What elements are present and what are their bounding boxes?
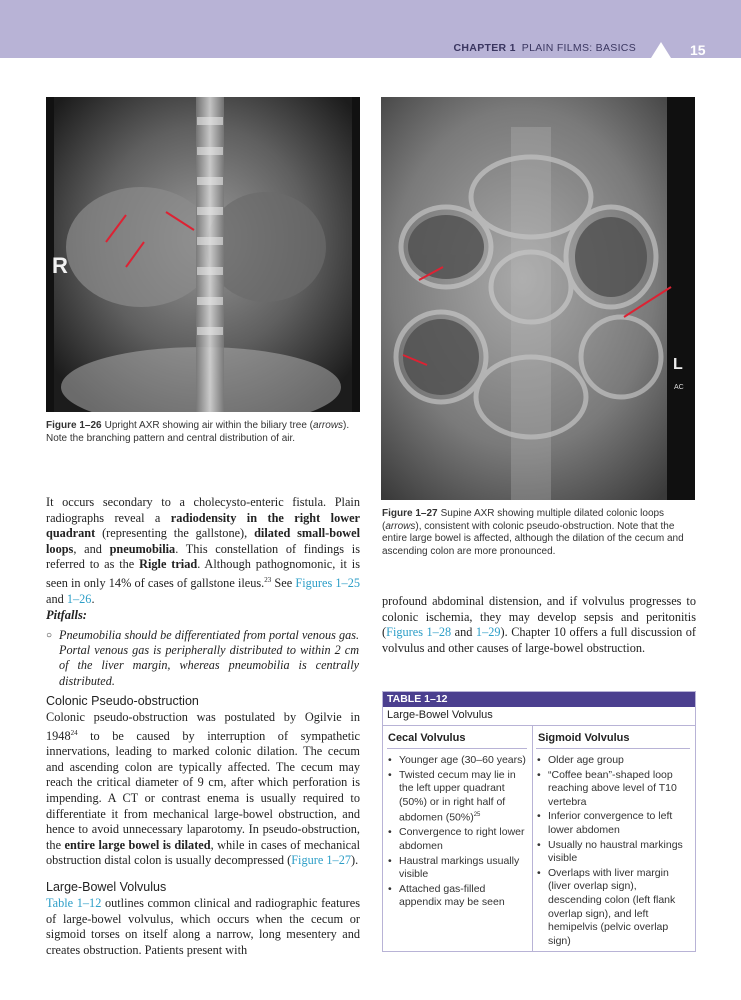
body-text: to be caused by interruption of sympathetic innervations, leading to marked colonic dilation. The cecum and ascending colon are typically affected. The cecum may reach the critical diameter of 9 cm, after which perforation is impending. A CT or contrast enema is usually required to differentiate it from mechanical large-bowel obstruction, and hence to avoid unnecessary laparotomy. In pseudo-obstruction, the (46, 728, 360, 852)
table-divider (383, 725, 695, 726)
list-item: • Attached gas-filled appendix may be seen (387, 883, 529, 910)
list-item: • Younger age (30–60 years) (387, 754, 529, 768)
figure-1-27-label: Figure 1–27 (382, 508, 438, 519)
body-text: ). (351, 853, 359, 868)
figure-1-27-marker-small: AC (674, 384, 684, 391)
gallstone-ileus-paragraph (46, 495, 360, 607)
body-text: Colonic pseudo-obstruction was postulated by Ogilvie in 1948 (46, 710, 360, 743)
figure-1-27-image (381, 97, 695, 500)
body-text: (representing the gallstone), (95, 526, 255, 541)
figure-link[interactable]: Figures 1–28 (386, 625, 452, 640)
continuation-paragraph (382, 594, 696, 656)
body-text: ). Chapter 10 offers a full discussion of volvulus and other causes of large-bowel obstruction. (382, 625, 697, 655)
body-text: and (46, 591, 67, 606)
body-text: , and (73, 541, 110, 556)
body-text: It occurs secondary to a cholecysto-enteric fistula. Plain radiographs reveal a (46, 495, 360, 525)
bold-term: dilated small-bowel loops (46, 526, 360, 556)
figure-link[interactable]: 1–29 (475, 625, 501, 640)
body-text: profound abdominal distension, and if volvulus progresses to colonic ischemia, they may develop sepsis and peritonitis ( (382, 594, 696, 640)
header-triangle (651, 42, 671, 58)
citation: 25 (473, 812, 481, 819)
colonic-heading: Colonic Pseudo-obstruction (46, 694, 199, 708)
table-header-cecal: Cecal Volvulus (388, 732, 466, 744)
table-header-sigmoid: Sigmoid Volvulus (538, 732, 630, 744)
table-number: TABLE 1–12 (383, 692, 695, 707)
figure-1-27-marker: L (673, 356, 683, 373)
list-item: • Convergence to right lower abdomen (387, 826, 529, 853)
table-link[interactable]: Table 1–12 (46, 896, 102, 910)
figure-1-27-caption (382, 508, 692, 558)
pitfall-bullet: ○ (46, 630, 53, 641)
table-divider (536, 748, 690, 749)
colonic-paragraph (46, 710, 360, 869)
caption-italic: arrows (313, 420, 344, 431)
volvulus-heading: Large-Bowel Volvulus (46, 880, 167, 894)
table-column-divider (532, 725, 533, 951)
caption-text: Supine AXR showing multiple dilated colonic loops ( (382, 508, 665, 532)
bold-term: Rigle triad (139, 557, 198, 572)
figure-link[interactable]: Figures 1–25 (295, 576, 361, 591)
chapter-title: PLAIN FILMS: BASICS (521, 42, 636, 54)
list-item (387, 769, 529, 826)
body-text: . Although pathognomonic, it is seen in only 14% of cases of gallstone ileus. (46, 557, 361, 591)
citation: 23 (264, 575, 272, 584)
list-item: • Haustral markings usually visible (387, 855, 529, 882)
running-head (454, 42, 636, 54)
caption-italic: arrows (385, 520, 416, 532)
figure-link[interactable]: Figure 1–27 (291, 853, 351, 868)
sigmoid-list (536, 754, 692, 949)
pitfall-item (46, 628, 359, 689)
chapter-label: CHAPTER 1 (453, 42, 516, 54)
table-title: Large-Bowel Volvulus (387, 709, 493, 721)
volvulus-paragraph (46, 896, 360, 958)
citation: 24 (70, 728, 78, 737)
caption-text: Upright AXR showing air within the biliary tree ( (104, 420, 314, 431)
list-item: • Usually no haustral markings visible (536, 839, 692, 866)
body-text: and (451, 625, 476, 640)
figure-link[interactable]: 1–26 (66, 591, 92, 606)
pitfalls-heading: Pitfalls: (46, 608, 87, 622)
caption-text: ), consistent with colonic pseudo-obstruction. Note that the entire large bowel is affected, although the dilation of the cecum and ascending colon are more pronounced. (382, 520, 684, 557)
page-header (0, 0, 741, 58)
table-1-12 (382, 691, 696, 952)
bold-term: pneumobilia (109, 541, 176, 556)
body-text: . This constellation of findings is referred to as the (46, 541, 360, 572)
list-item: • Overlaps with liver margin (liver overlap sign), descending colon (left flank overlap sign), and left hemipelvis (pelvic overlap sign) (536, 867, 692, 949)
page-number: 15 (690, 42, 706, 58)
caption-text: ). Note the branching pattern and central distribution of air. (46, 420, 350, 444)
body-text: See (271, 576, 296, 591)
pitfall-text: Pneumobilia should be differentiated from portal venous gas. Portal venous gas is peripherally distributed to within 2 cm of the liver margin, whereas pneumobilia is centrally distributed. (59, 628, 359, 688)
body-text: . (91, 591, 95, 606)
list-item: • “Coffee bean”-shaped loop reaching above level of T10 vertebra (536, 769, 692, 810)
list-item: • Older age group (536, 754, 692, 768)
figure-1-26-label: Figure 1–26 (46, 420, 102, 431)
figure-1-26-image (46, 97, 360, 412)
cecal-list (387, 754, 529, 911)
figure-1-26-caption (46, 420, 360, 445)
bold-term: entire large bowel is dilated (64, 837, 211, 852)
bold-term: radiodensity in the right lower quadrant (46, 510, 361, 541)
figure-1-26-marker: R (52, 253, 68, 278)
table-divider (387, 748, 527, 749)
body-text: outlines common clinical and radiographic features of large-bowel volvulus, which occurs when the cecum or sigmoid torses on itself along a narrow, long mesentery and creates obstruction. Patients present with (46, 896, 360, 957)
list-item: • Inferior convergence to left lower abdomen (536, 810, 692, 837)
list-item-text: Twisted cecum may lie in the left upper quadrant (50%) or in right half of abdomen (50%) (399, 768, 516, 824)
body-text: , while in cases of mechanical obstruction distal colon is usually decompressed ( (46, 837, 360, 868)
